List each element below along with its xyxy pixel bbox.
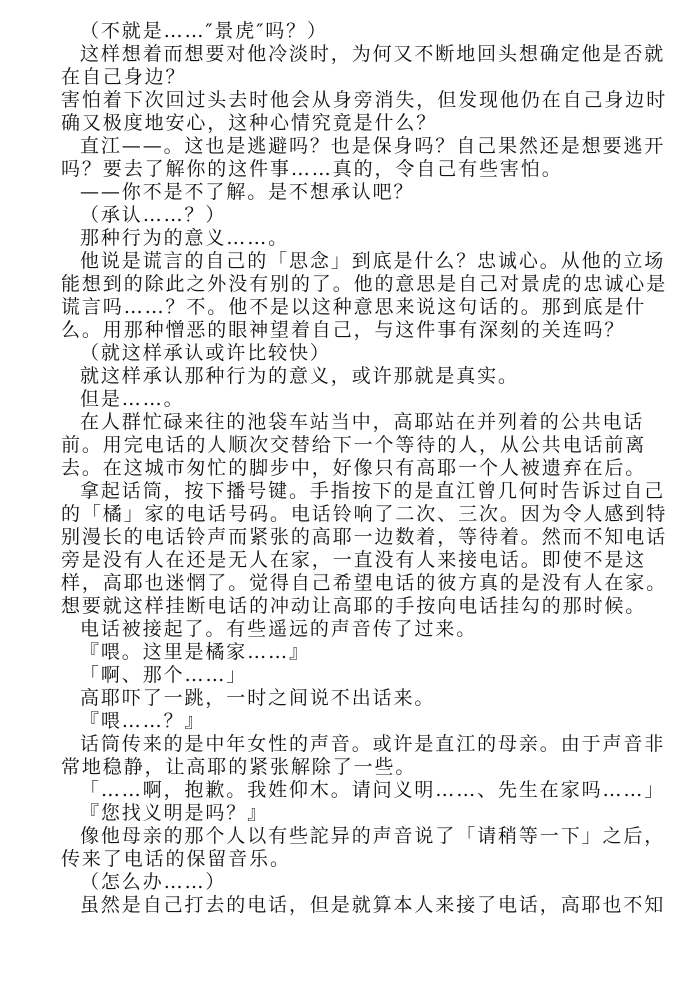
text-line: 么。用那种憎恶的眼神望着自己，与这件事有深刻的关连吗？: [61, 319, 626, 341]
text-line: 害怕着下次回过头去时他会从身旁消失，但发现他仍在自己身边时: [61, 89, 668, 111]
text-line: 『您找义明是吗？』: [80, 802, 269, 824]
text-line: 「……啊，抱歉。我姓仰木。请问义明……、先生在家吗……」: [80, 779, 666, 801]
text-line: 直江——。这也是逃避吗？也是保身吗？自己果然还是想要逃开: [80, 135, 666, 157]
text-line: 确又极度地安心，这种心情究竟是什么？: [61, 112, 438, 134]
text-line: 吗？要去了解你的这件事……真的，令自己有些害怕。: [61, 158, 563, 180]
text-line: 『喂。这里是橘家……』: [80, 641, 310, 663]
text-line: 拿起话筒，按下播号键。手指按下的是直江曾几何时告诉过自己: [80, 480, 666, 502]
text-line: 常地稳静，让高耶的紧张解除了一些。: [61, 756, 417, 778]
text-line: 那种行为的意义……。: [80, 227, 290, 249]
text-line: 他说是谎言的自己的「思念」到底是什么？忠诚心。从他的立场: [80, 250, 666, 272]
text-line: （就这样承认或许比较快）: [80, 342, 331, 364]
text-line: 去。在这城市匆忙的脚步中，好像只有高耶一个人被遗弃在后。: [61, 457, 647, 479]
text-line: 像他母亲的那个人以有些詑异的声音说了「请稍等一下」之后，: [80, 825, 666, 847]
text-line: ——你不是不了解。是不想承认吧？: [80, 181, 415, 203]
text-line: 旁是没有人在还是无人在家，一直没有人来接电话。即使不是这: [61, 549, 647, 571]
text-line: 谎言吗……？不。他不是以这种意思来说这句话的。那到底是什: [61, 296, 647, 318]
text-line: （承认……？）: [80, 204, 227, 226]
text-line: 样，高耶也迷惘了。觉得自己希望电话的彼方真的是没有人在家。: [61, 572, 668, 594]
text-line: 但是……。: [80, 388, 185, 410]
text-line: 电话被接起了。有些遥远的声音传了过来。: [80, 618, 478, 640]
text-line: 想要就这样挂断电话的冲动让高耶的手按向电话挂勾的那时候。: [61, 595, 647, 617]
text-line: 这样想着而想要对他冷淡时，为何又不断地回头想确定他是否就: [80, 43, 666, 65]
text-line: 高耶吓了一跳，一时之间说不出话来。: [80, 687, 436, 709]
text-line: （怎么办……）: [80, 871, 227, 893]
text-line: 别漫长的电话铃声而紧张的高耶一边数着，等待着。然而不知电话: [61, 526, 668, 548]
text-line: 话筒传来的是中年女性的声音。或许是直江的母亲。由于声音非: [80, 733, 666, 755]
text-line: 前。用完电话的人顺次交替给下一个等待的人，从公共电话前离: [61, 434, 647, 456]
text-line: 传来了电话的保留音乐。: [61, 848, 291, 870]
text-line: 虽然是自己打去的电话，但是就算本人来接了电话，高耶也不知: [80, 894, 666, 916]
text-line: 能想到的除此之外没有别的了。他的意思是自己对景虎的忠诚心是: [61, 273, 668, 295]
text-line: 「啊、那个……」: [80, 664, 248, 686]
text-line: （不就是……″景虎″吗？）: [80, 20, 328, 42]
text-line: 的「橘」家的电话号码。电话铃响了二次、三次。因为令人感到特: [61, 503, 668, 525]
text-line: 在自己身边？: [61, 66, 187, 88]
text-line: 『喂……？』: [80, 710, 206, 732]
text-line: 在人群忙碌来往的池袋车站当中，高耶站在并列着的公共电话: [80, 411, 645, 433]
text-line: 就这样承认那种行为的意义，或许那就是真实。: [80, 365, 519, 387]
